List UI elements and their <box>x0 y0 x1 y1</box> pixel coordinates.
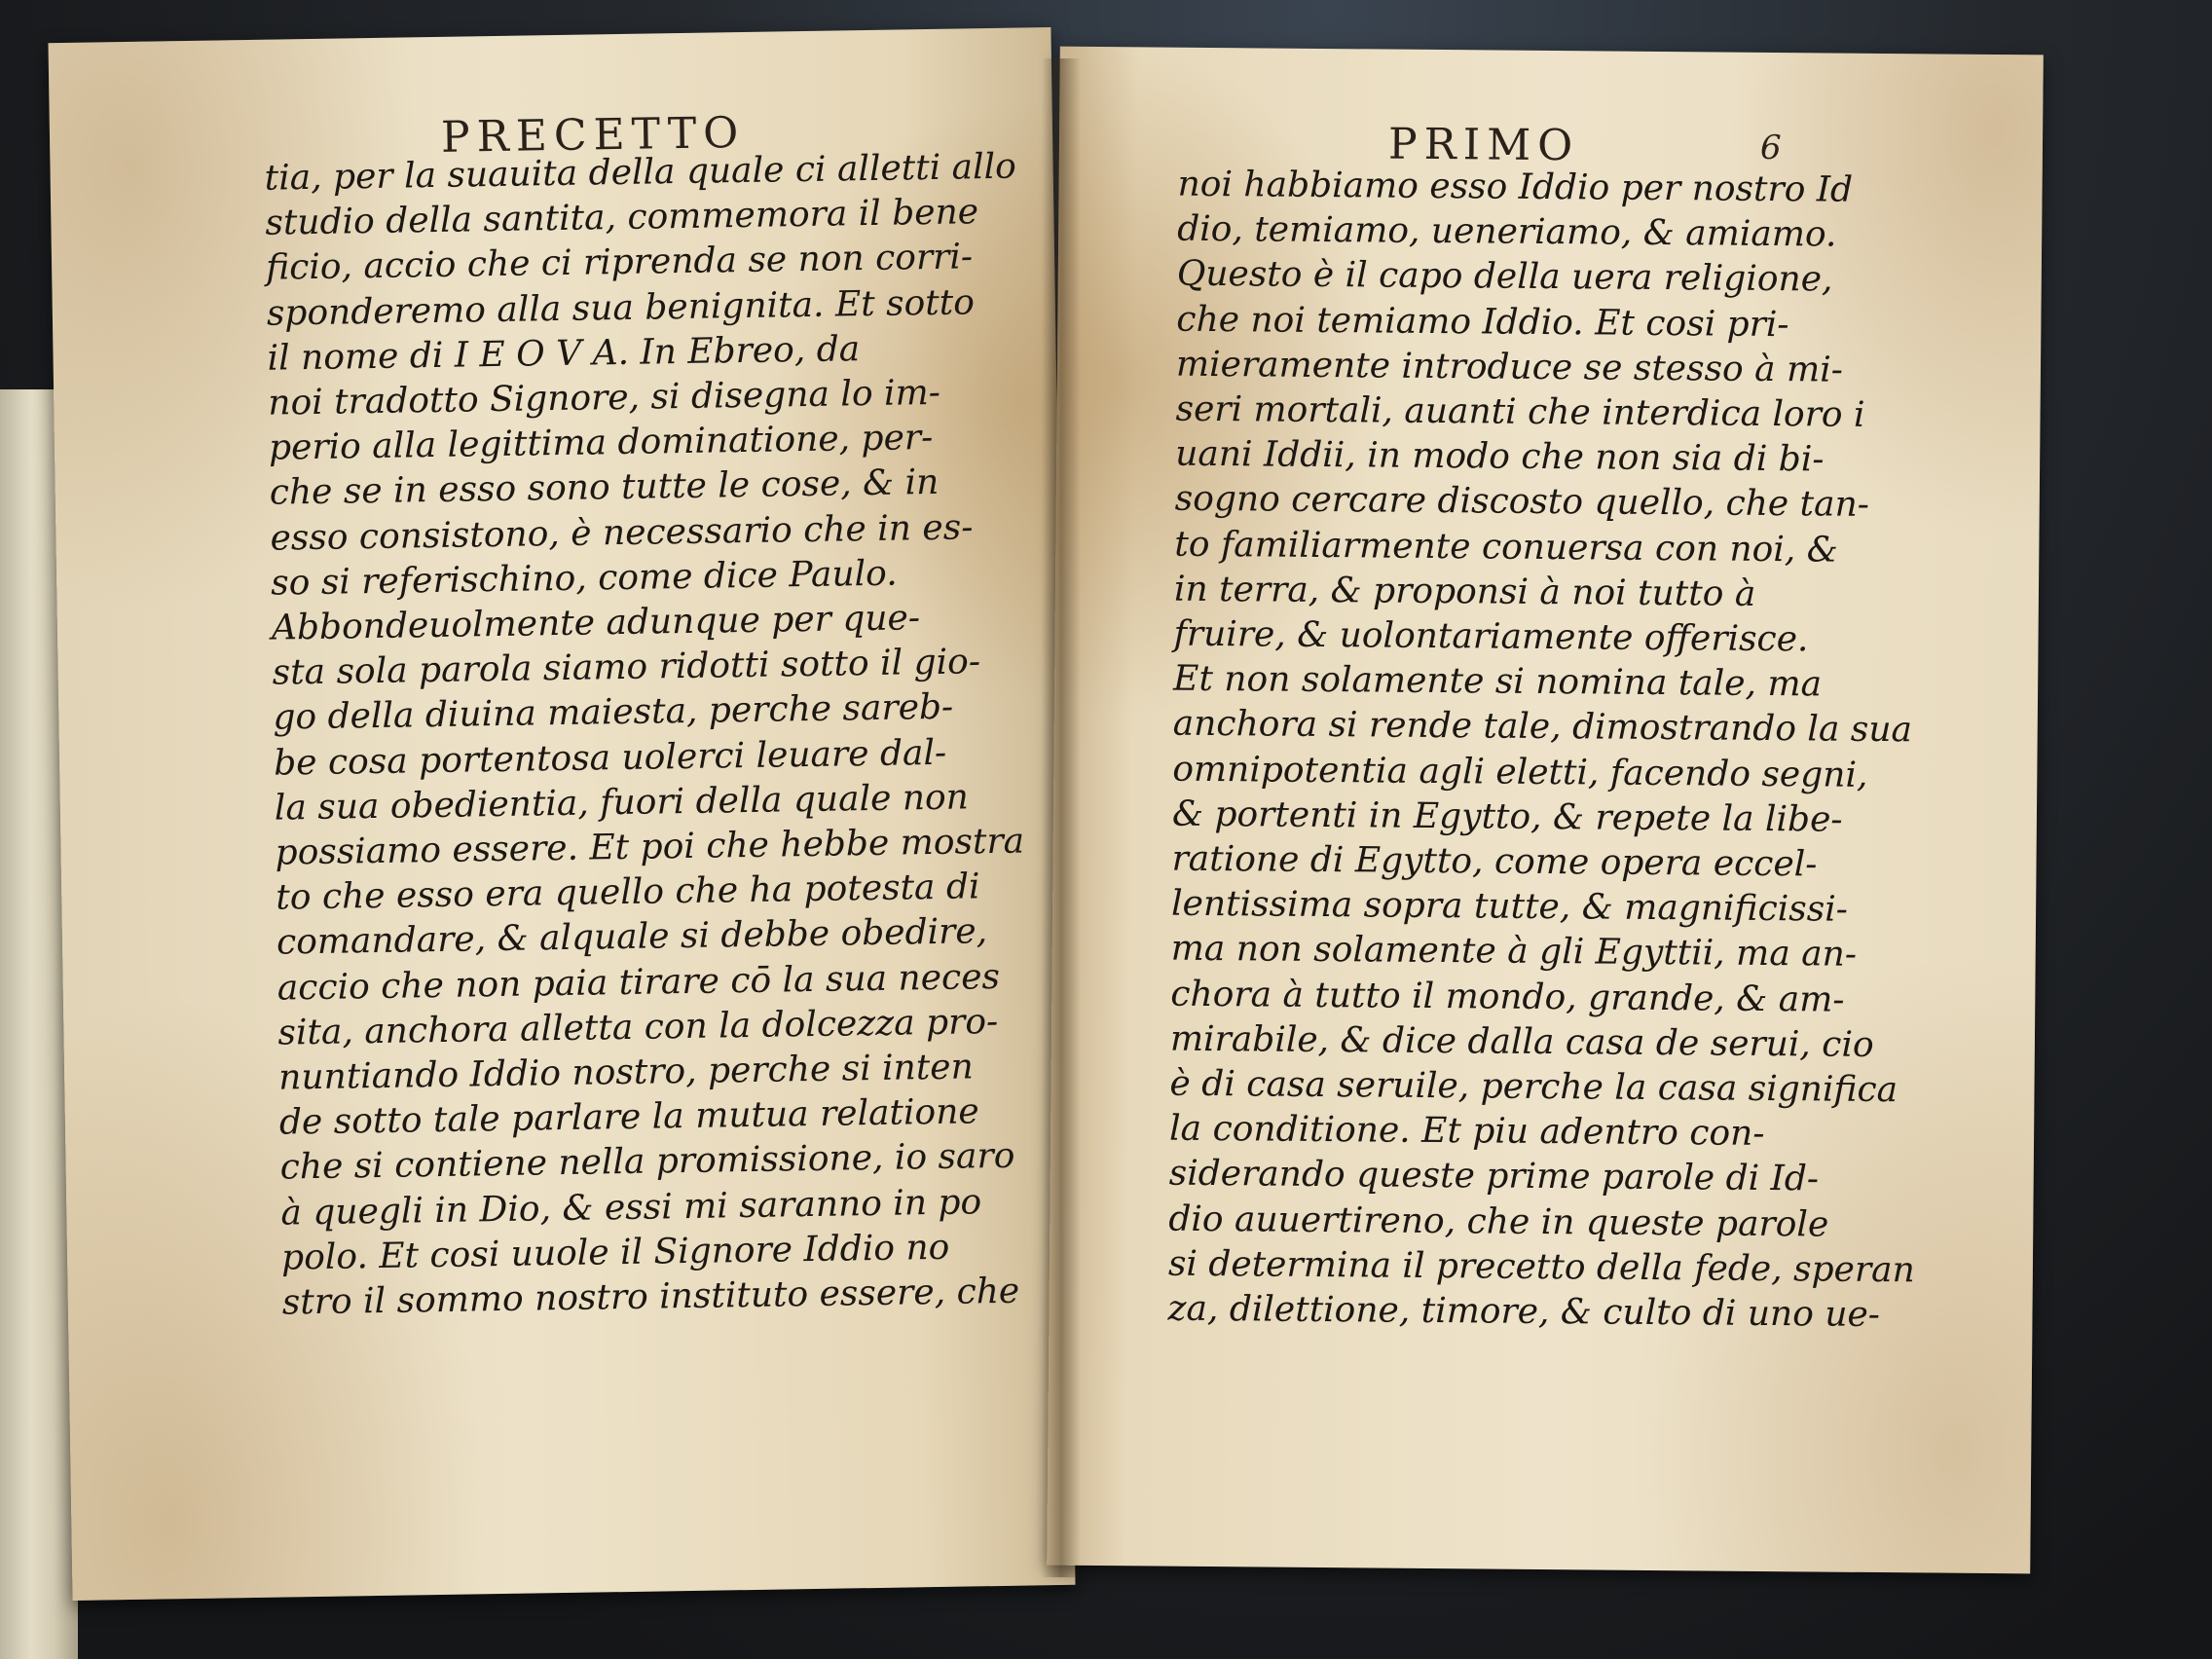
text-line: ratione di Egytto, come opera eccel- <box>1171 838 1818 885</box>
text-line: accio che non paia tirare cō la sua neces <box>276 956 1001 1009</box>
text-line: mieramente introduce se stesso à mi- <box>1175 344 1844 390</box>
text-line: noi habbiamo esso Iddio per nostro Id <box>1177 164 1854 210</box>
text-line: la sua obedientia, fuori della quale non <box>274 777 970 829</box>
text-line: noi tradotto Signore, si disegna lo im- <box>268 372 941 424</box>
text-line: to che esso era quello che ha potesta di <box>275 866 980 918</box>
text-line: chora à tutto il mondo, grande, & am- <box>1170 974 1845 1020</box>
right-running-head: PRIMO <box>1387 119 1580 171</box>
text-line: de sotto tale parlare la mutua relatione <box>278 1091 979 1143</box>
text-line: il nome di I E O V A. In Ebreo, da <box>267 328 861 379</box>
text-line: che noi temiamo Iddio. Et cosi pri- <box>1176 299 1789 345</box>
text-line: esso consistono, è necessario che in es- <box>270 506 974 559</box>
text-line: Abbondeuolmente adunque per que- <box>271 598 921 648</box>
text-line: ficio, accio che ci riprenda se non corri- <box>265 237 974 289</box>
right-page-text <box>1167 163 2005 1340</box>
text-line: lentissima sopra tutte, & magnificissi- <box>1170 883 1849 930</box>
text-line: sita, anchora alletta con la dolcezza pro- <box>277 1001 999 1053</box>
text-line: uani Iddii, in modo che non sia di bi- <box>1174 433 1825 480</box>
text-line: stro il sommo nostro instituto essere, che <box>281 1271 1020 1323</box>
text-line: ma non solamente à gli Egyttii, ma an- <box>1170 929 1858 976</box>
left-page-text <box>264 144 1051 1326</box>
text-line: dio, temiamo, ueneriamo, & amiamo. <box>1177 208 1837 255</box>
text-line: à quegli in Dio, & essi mi saranno in po <box>280 1181 982 1234</box>
text-line: nuntiando Iddio nostro, perche si inten <box>277 1047 975 1098</box>
text-line: è di casa seruile, perche la casa significa <box>1169 1063 1899 1111</box>
left-running-head: PRECETTO <box>440 107 746 163</box>
text-line: za, dilettione, timore, & culto di uno ue- <box>1167 1288 1881 1336</box>
text-line: tia, per la suauita della quale ci alletti allo <box>264 146 1017 199</box>
text-line: polo. Et cosi uuole il Signore Iddio no <box>280 1227 950 1278</box>
text-line: in terra, & proponsi à noi tutto à <box>1173 569 1756 614</box>
text-line: go della diuina maiesta, perche sareb- <box>273 687 954 739</box>
text-line: so si referischino, come dice Paulo. <box>270 553 898 604</box>
text-line: sponderemo alla sua benignita. Et sotto <box>266 281 976 334</box>
text-line: Et non solamente si nomina tale, ma <box>1172 658 1823 705</box>
text-line: sta sola parola siamo ridotti sotto il gio- <box>272 642 981 693</box>
page-number: 6 <box>1759 128 1782 168</box>
text-line: fruire, & uolontariamente offerisce. <box>1173 613 1809 660</box>
text-line: anchora si rende tale, dimostrando la sua <box>1172 704 1913 751</box>
text-line: mirabile, & dice dalla casa de serui, cio <box>1169 1018 1874 1065</box>
text-line: dio auuertireno, che in queste parole <box>1168 1198 1829 1245</box>
text-line: omnipotentia agli eletti, facendo segni, <box>1172 749 1868 795</box>
text-line: che se in esso sono tutte le cose, & in <box>269 462 940 514</box>
text-line: sogno cercare discosto quello, che tan- <box>1174 479 1870 526</box>
text-line: che si contiene nella promissione, io saro <box>279 1136 1015 1189</box>
text-line: seri mortali, auanti che interdica loro i <box>1175 388 1865 435</box>
text-line: perio alla legittima dominatione, per- <box>268 418 934 468</box>
right-page <box>1047 47 2044 1574</box>
text-line: siderando queste prime parole di Id- <box>1168 1154 1820 1199</box>
text-line: & portenti in Egytto, & repete la libe- <box>1171 793 1843 840</box>
text-line: to familiarmente conuersa con noi, & <box>1174 524 1838 571</box>
text-line: comandare, & alquale si debbe obedire, <box>276 911 988 964</box>
text-line: be cosa portentosa uolerci leuare dal- <box>273 732 947 784</box>
text-line: possiamo essere. Et poi che hebbe mostra <box>275 821 1025 873</box>
text-line: si determina il precetto della fede, speran <box>1167 1243 1915 1291</box>
text-line: la conditione. Et piu adentro con- <box>1168 1108 1765 1155</box>
text-line: Questo è il capo della uera religione, <box>1176 254 1833 300</box>
left-page <box>48 27 1075 1601</box>
text-line: studio della santita, commemora il bene <box>265 192 979 243</box>
book-gutter <box>1042 58 1081 1577</box>
